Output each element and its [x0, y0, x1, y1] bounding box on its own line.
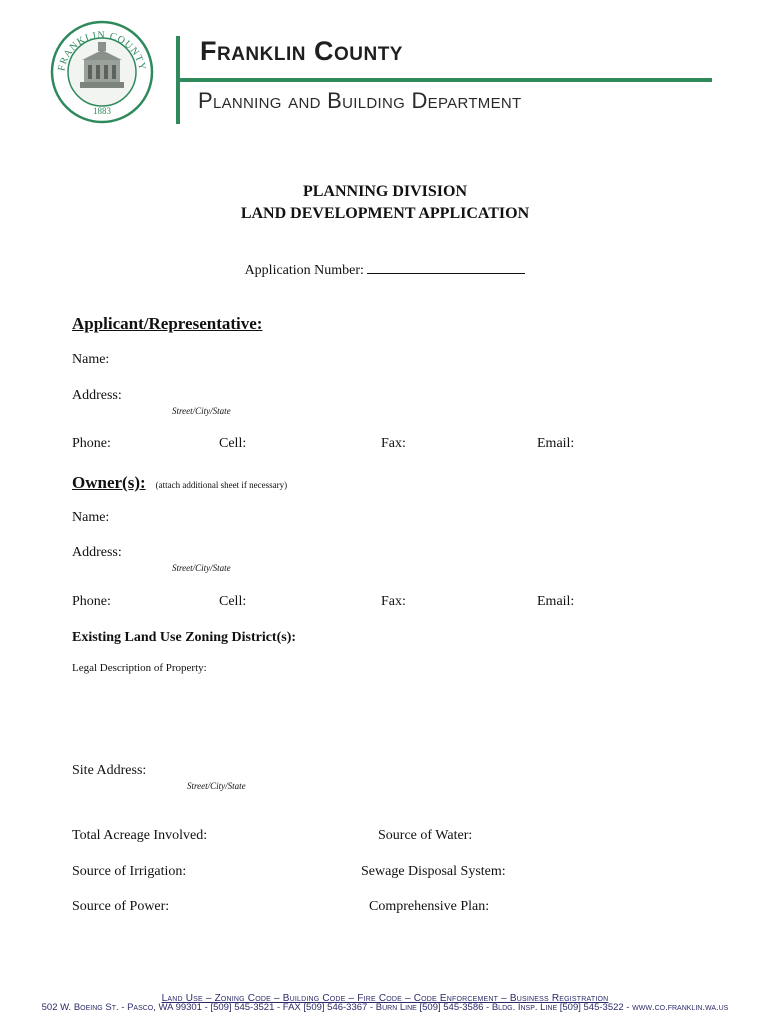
owner-address-hint: Street/City/State: [172, 563, 231, 573]
seal-ring-text: FRANKLIN COUNTY: [56, 29, 148, 73]
footer-contact: 502 W. Boeing St. - Pasco, WA 99301 - [509] 545-3521 - FAX [509] 546-3367 - Burn Line [509] 545-3586 - Bldg. Insp. Line [509] 545-3522 - www.co.franklin.wa.us: [41, 1002, 729, 1013]
header-horizontal-rule: [180, 78, 712, 82]
seal-year: 1883: [93, 106, 111, 116]
application-number: [0, 260, 770, 279]
water-source-label: Source of Water:: [378, 828, 473, 843]
application-number-label: Application Number:: [244, 263, 364, 278]
applicant-fax-label: Fax:: [381, 436, 406, 451]
comprehensive-plan-label: Comprehensive Plan:: [369, 899, 490, 914]
power-source-label: Source of Power:: [72, 899, 170, 914]
owner-cell-label: Cell:: [219, 594, 247, 609]
owner-email-label: Email:: [537, 594, 575, 609]
owner-heading-row: [72, 473, 287, 493]
applicant-address-hint: Street/City/State: [172, 406, 231, 416]
owner-name-label: Name:: [72, 510, 110, 525]
irrigation-source-label: Source of Irrigation:: [72, 864, 187, 879]
title-line-2: LAND DEVELOPMENT APPLICATION: [240, 205, 530, 222]
zoning-district-label: Existing Land Use Zoning District(s):: [72, 630, 297, 645]
applicant-heading: Applicant/Representative:: [72, 314, 263, 333]
footer-services-text: Land Use – Zoning Code – Building Code – Fire Code – Code Enforcement – Business Registration: [161, 993, 609, 1004]
county-seal: [50, 20, 154, 124]
applicant-phone-label: Phone:: [72, 436, 111, 451]
title-line-1: PLANNING DIVISION: [302, 183, 468, 200]
applicant-name-label: Name:: [72, 352, 110, 367]
applicant-cell-label: Cell:: [219, 436, 247, 451]
applicant-email-label: Email:: [537, 436, 575, 451]
application-number-field[interactable]: [367, 260, 525, 274]
org-name: Franklin County: [200, 36, 403, 66]
owner-phone-label: Phone:: [72, 594, 111, 609]
sewage-system-label: Sewage Disposal System:: [361, 864, 506, 879]
site-address-hint: Street/City/State: [187, 781, 246, 791]
department-name: Planning and Building Department: [198, 88, 522, 113]
owner-fax-label: Fax:: [381, 594, 406, 609]
owner-heading: Owner(s):: [72, 473, 146, 492]
applicant-address-label: Address:: [72, 388, 122, 403]
owner-note: (attach additional sheet if necessary): [155, 480, 288, 490]
total-acreage-label: Total Acreage Involved:: [72, 828, 208, 843]
legal-description-label: Legal Description of Property:: [72, 662, 207, 674]
owner-address-label: Address:: [72, 545, 122, 560]
site-address-label: Site Address:: [72, 763, 147, 778]
